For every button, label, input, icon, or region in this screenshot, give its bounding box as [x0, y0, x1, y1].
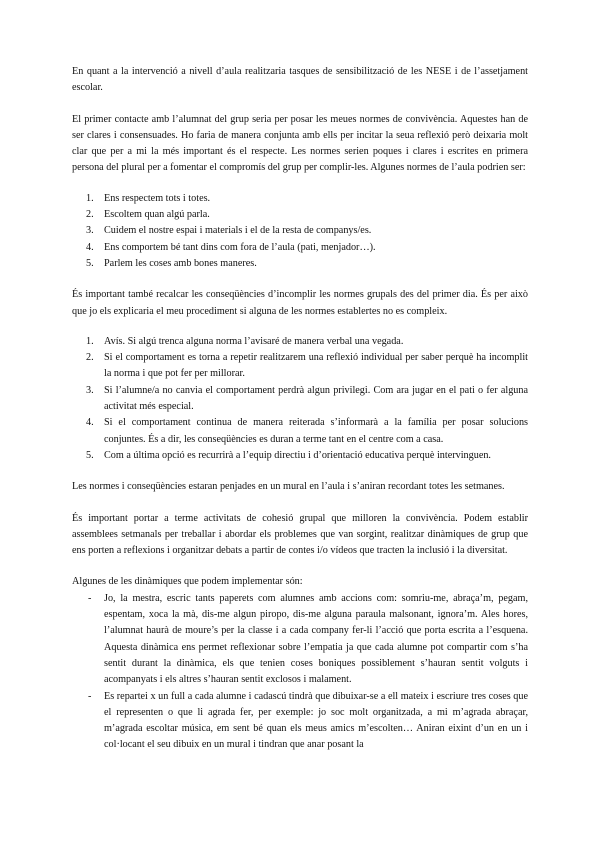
list-item: 2. Si el comportament es torna a repetir realitzarem una reflexió individual per saber perquè ha incomplit la norma i que pot fer per millorar.: [86, 352, 528, 380]
list-item: 3. Cuidem el nostre espai i materials i el de la resta de companys/es.: [86, 225, 372, 237]
list-item: - Jo, la mestra, escric tants paperets com alumnes amb accions com: somriu-me, abraça’m, pegam, espentam, xoca la mà, dis-me algun piropo, dis-me alguna paraula malsonant, ignora’m. Ales hores, l’alumnat haurà de moure’s per la classe i a cada company fer-li l’acció que porta escrita a l’esquena. Aquesta dinàmica ens permet reflexionar sobre l’empatia ja que cada alumne pot compartir com s’ha sentit durant la dinàmica, els que tenien coses boniques possiblement s’hauran sentit volguts i acompanyats i els altres s’hauran sentit exclosos i malament.: [88, 592, 528, 686]
document-page: [72, 64, 528, 754]
paragraph-first-contact: El primer contacte amb l’alumnat del grup seria per posar les meues normes de convivència. Aquestes han de ser clares i consensuades. Ho faria de manera conjunta amb ells per incitar la seua reflexió però deixaria molt clar que per a mi la més important és el respecte. Les normes serien poques i clares i escrites en primera persona del plural per a fomentar el compromís del grup per complir-les. Algunes normes de l’aula podrien ser:: [72, 113, 528, 174]
paragraph-cohesion: És important portar a terme activitats de cohesió grupal que milloren la convivència. Podem establir assemblees setmanals per treballar i abordar els problemes que van sorgint, realitzar dinàmiques de grup que ens porten a reflexions i organitzar debats a partir de contes i/o vídeos que tracten la inclusió i la diversitat.: [72, 512, 528, 557]
list-item: 4. Ens comportem bé tant dins com fora de l’aula (pati, menjador…).: [86, 241, 376, 253]
list-item: 1. Ens respectem tots i totes.: [86, 192, 211, 204]
list-item: 5. Com a última opció es recurrirà a l’equip directiu i d’orientació educativa perquè intervinguen.: [86, 449, 491, 461]
list-item: 3. Si l’alumne/a no canvia el comportament perdrà algun privilegi. Com ara jugar en el pati o fer alguna activitat més especial.: [86, 384, 528, 413]
paragraph-intro: En quant a la intervenció a nivell d’aula realitzaria tasques de sensibilització de les NESE i de l’assetjament escolar.: [72, 66, 528, 94]
consequences-list: [72, 334, 528, 464]
list-item: 5. Parlem les coses amb bones maneres.: [86, 257, 257, 269]
list-item: 4. Si el comportament continua de manera reiterada s’informarà a la família per posar solucions conjuntes. És a dir, les conseqüències es duran a terme tant en el centre com a casa.: [86, 417, 528, 445]
list-item: 2. Escoltem quan algú parla.: [86, 209, 210, 221]
rules-list: [72, 191, 528, 272]
dynamics-list: [72, 591, 528, 754]
paragraph-mural: Les normes i conseqüències estaran penjades en un mural en l’aula i s’aniran recordant totes les setmanes.: [72, 481, 505, 493]
list-item: - Es repartei x un full a cada alumne i cadascú tindrà que dibuixar-se a ell mateix i escriure tres coses que el representen o que li agrada fer, per exemple: jo soc molt organitzada, a mi m’agrada abraçar, m’agrada escoltar música, em sent bé quan els meus amics m’escolten… Aniran eixint d’un en un i col·locant el seu dibuix en un mural i tindran que anar posant la: [88, 690, 528, 751]
paragraph-consequences-intro: És important també recalcar les conseqüències d’incomplir les normes grupals des del primer dia. És per això que jo els explicaria el meu procediment si alguna de les normes establertes no es compleix.: [72, 289, 528, 317]
paragraph-dynamics-intro: Algunes de les dinàmiques que podem implementar són:: [72, 576, 303, 588]
list-item: 1. Avís. Si algú trenca alguna norma l’avisaré de manera verbal una vegada.: [86, 335, 404, 347]
